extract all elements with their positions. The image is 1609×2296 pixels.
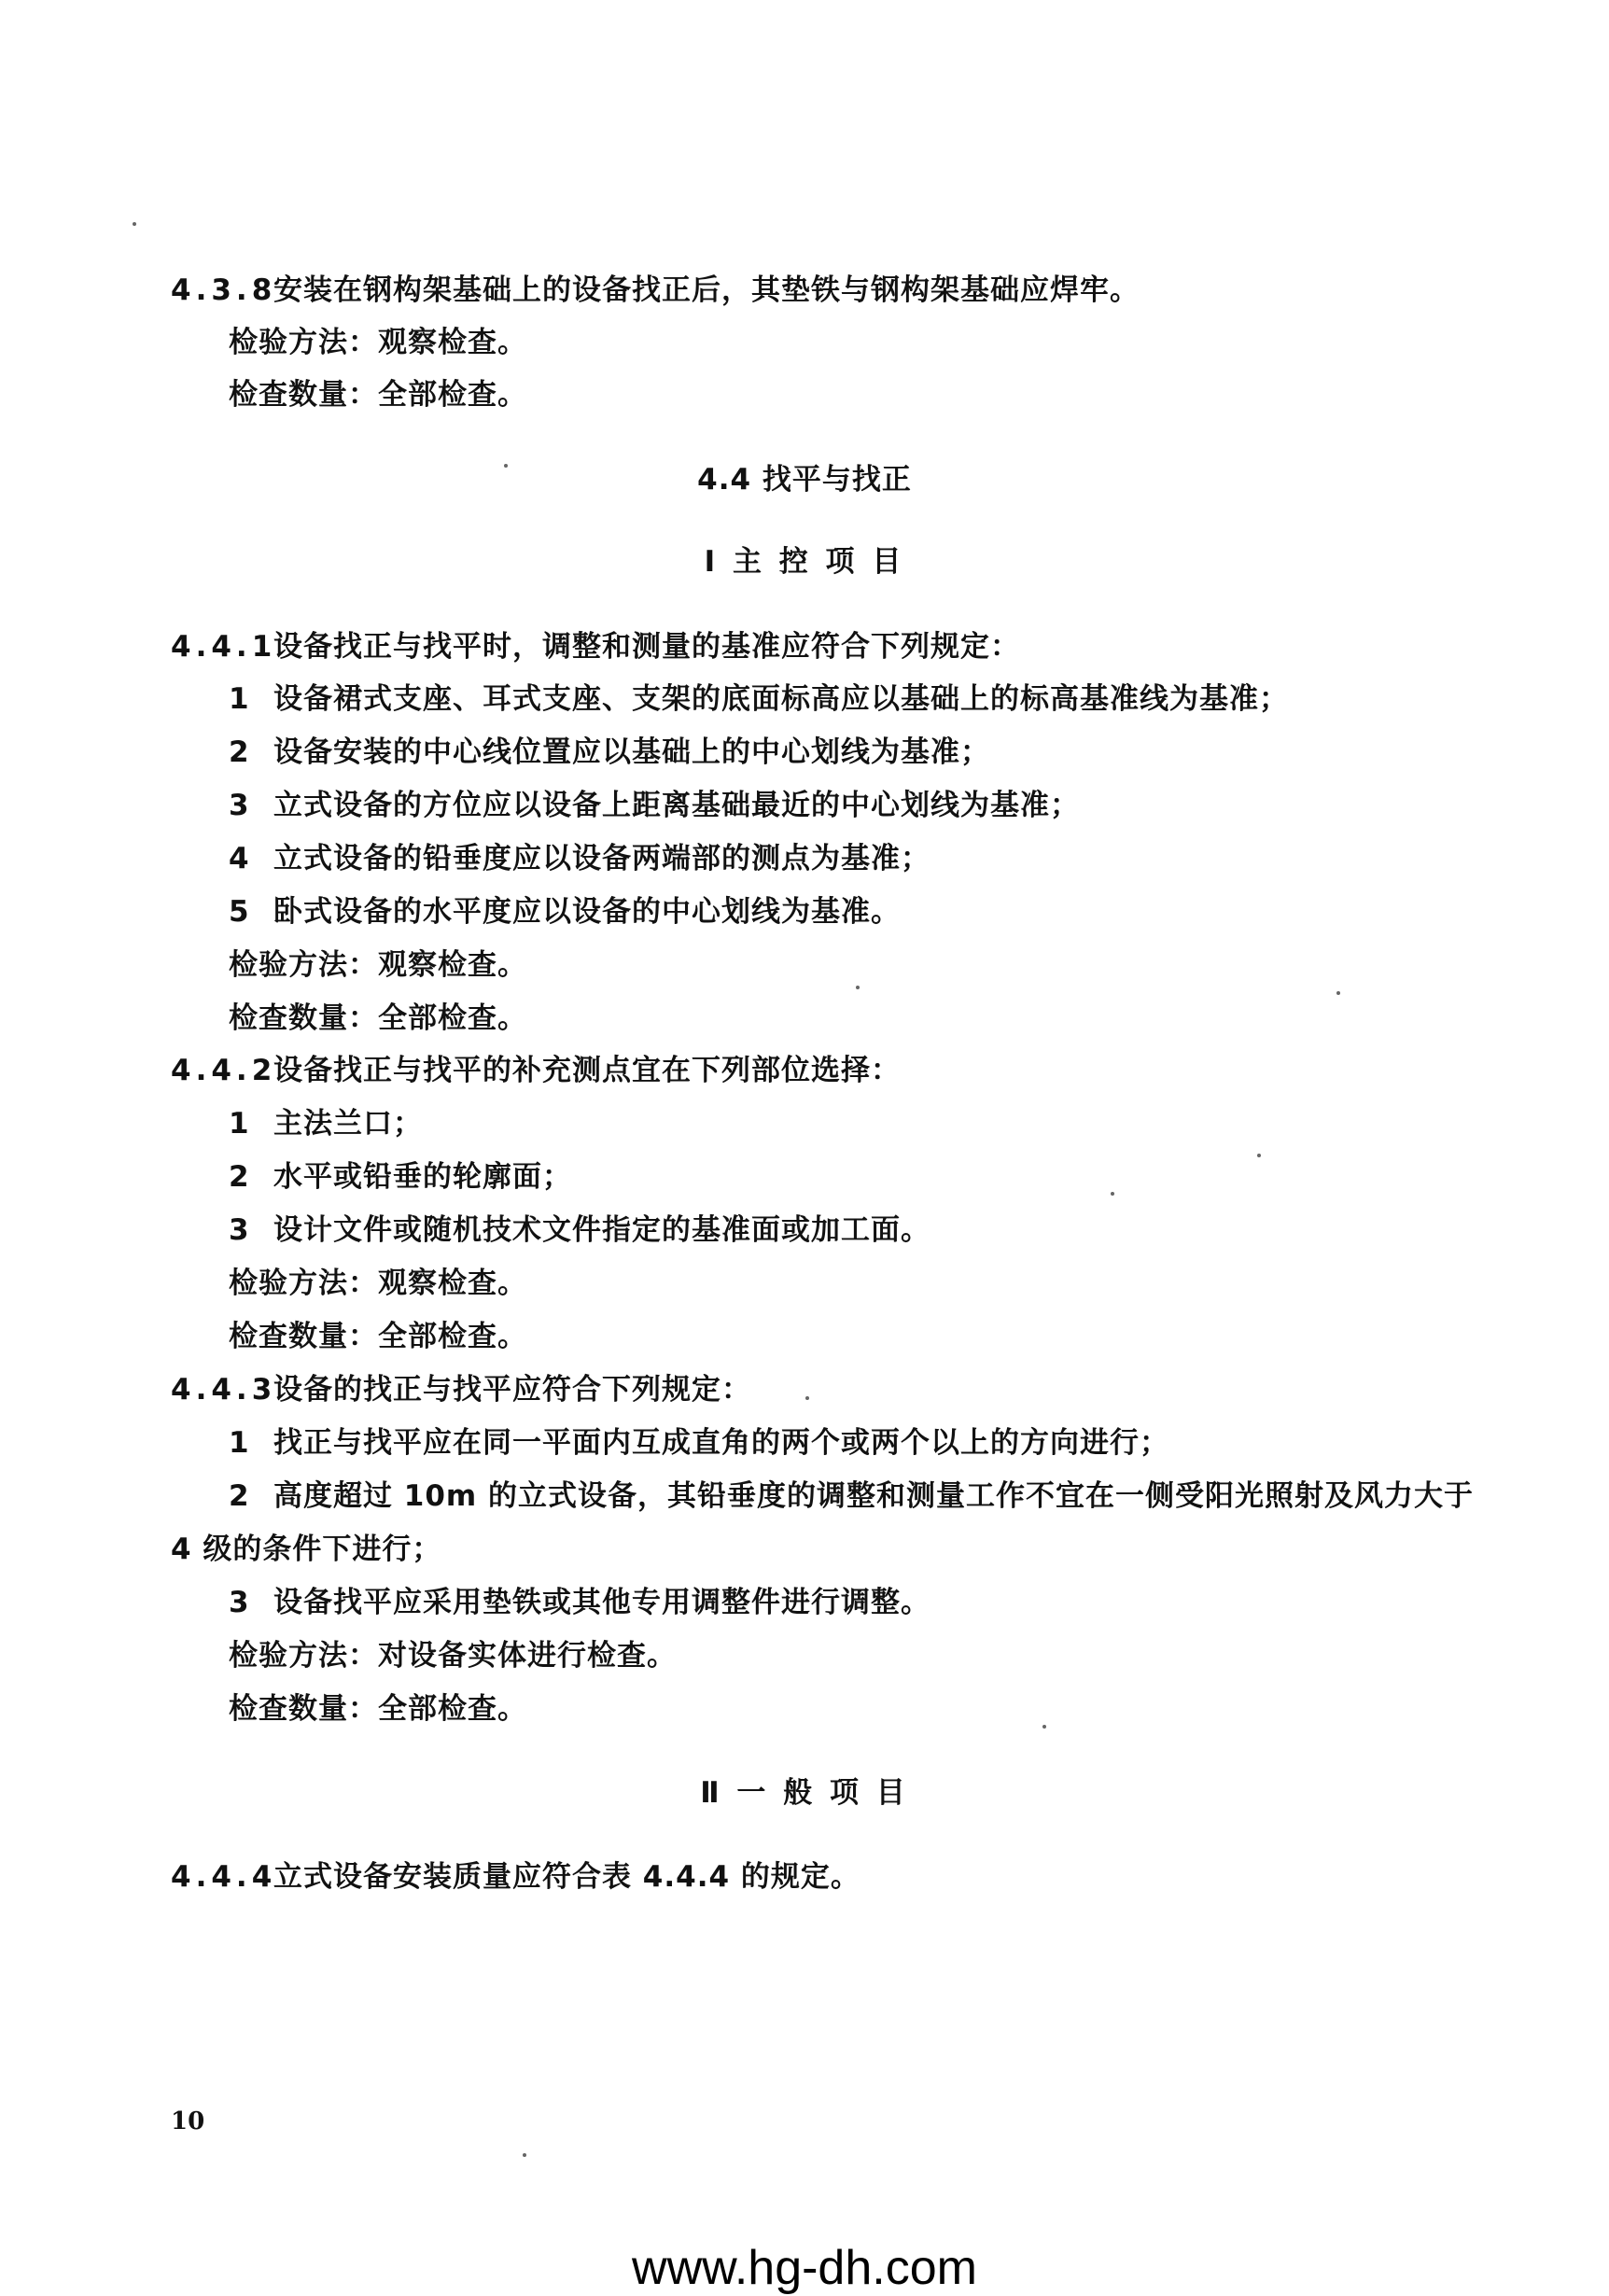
clause-number: 4.4.3: [171, 1373, 277, 1407]
clause-text: 安装在钢构架基础上的设备找正后，其垫铁与钢构架基础应焊牢。: [273, 273, 1140, 307]
clause-number: 4.4.4: [171, 1860, 277, 1894]
scan-speck: [523, 2153, 526, 2157]
scan-speck: [1111, 1192, 1114, 1196]
clause-number: 4.4.1: [171, 630, 277, 664]
clause-text: 设备的找正与找平应符合下列规定：: [273, 1373, 751, 1407]
scan-speck: [1257, 1154, 1261, 1157]
clause-number: 4.4.2: [171, 1054, 277, 1087]
document-page: 4.3.8 安装在钢构架基础上的设备找正后，其垫铁与钢构架基础应焊牢。 检验方法：观察检查。 检查数量：全部检查。 4.4 找平与找正 Ⅰ 主 控 项 目 4.4.1 设备找正与找平时，调整和测量的基准应符合下列规定： 1 设备裙式支座、耳式支座、支架的底面标高应以基础上的标高基准线为基准； 2 设备安装的中心线位置应以基础上的中心划线为基准； 3 立式设备的方位应以设备上距离基础最近的中心划线为基准； 4 立式设备的铅垂度应以设备两端部的测点为基准； 5 卧式设备的水平度应以设备的中心划线为基准。 检验方法：观察检查。 检查数量：全部检查。 4.4.2 设备找正与找平的补充测点宜在下列部位选择： 1 主法兰口； 2 水平或铅垂的轮廓面； 3 设计文件或随机技术文件指定的基准面或加工面。 检验方法：观察检查。 检查数量：全部检查。 4.4.3 设备的找正与找平应符合下列规定： 1 找正与找平应在同一平面内互成直角的两个或两个以上的方向进行； 2 高度超过 10m 的立式设备，其铅垂度的调整和测量工作不宜在一侧受阳光照射及风力大于 4 级的条件下进行； 3 设备找平应采用垫铁或其他专用调整件进行调整。 检验方法：对设备实体进行检查。 检查数量：全部检查。 Ⅱ 一 般 项 目 4.4.4 立式设备安装质量应符合表 4.4.4 的规定。 10 www.hg-dh.com: [0, 0, 1609, 2275]
page-number: 10: [171, 2107, 205, 2135]
clause-number: 4.3.8: [171, 273, 277, 307]
part-title-main-control: Ⅰ 主 控 项 目: [704, 545, 905, 579]
watermark-url: www.hg-dh.com: [632, 2241, 977, 2295]
scan-speck: [133, 222, 136, 226]
scan-speck: [1042, 1725, 1046, 1729]
scan-speck: [1336, 991, 1340, 995]
scan-speck: [856, 986, 860, 989]
clause-text: 设备找正与找平的补充测点宜在下列部位选择：: [273, 1054, 901, 1087]
clause-text: 立式设备安装质量应符合表 4.4.4 的规定。: [273, 1860, 860, 1894]
section-title: 4.4 找平与找正: [697, 463, 912, 497]
scan-speck: [805, 1396, 809, 1400]
scan-speck: [504, 464, 508, 468]
clause-text: 设备找正与找平时，调整和测量的基准应符合下列规定：: [273, 630, 1020, 664]
part-title-general: Ⅱ 一 般 项 目: [700, 1776, 909, 1810]
